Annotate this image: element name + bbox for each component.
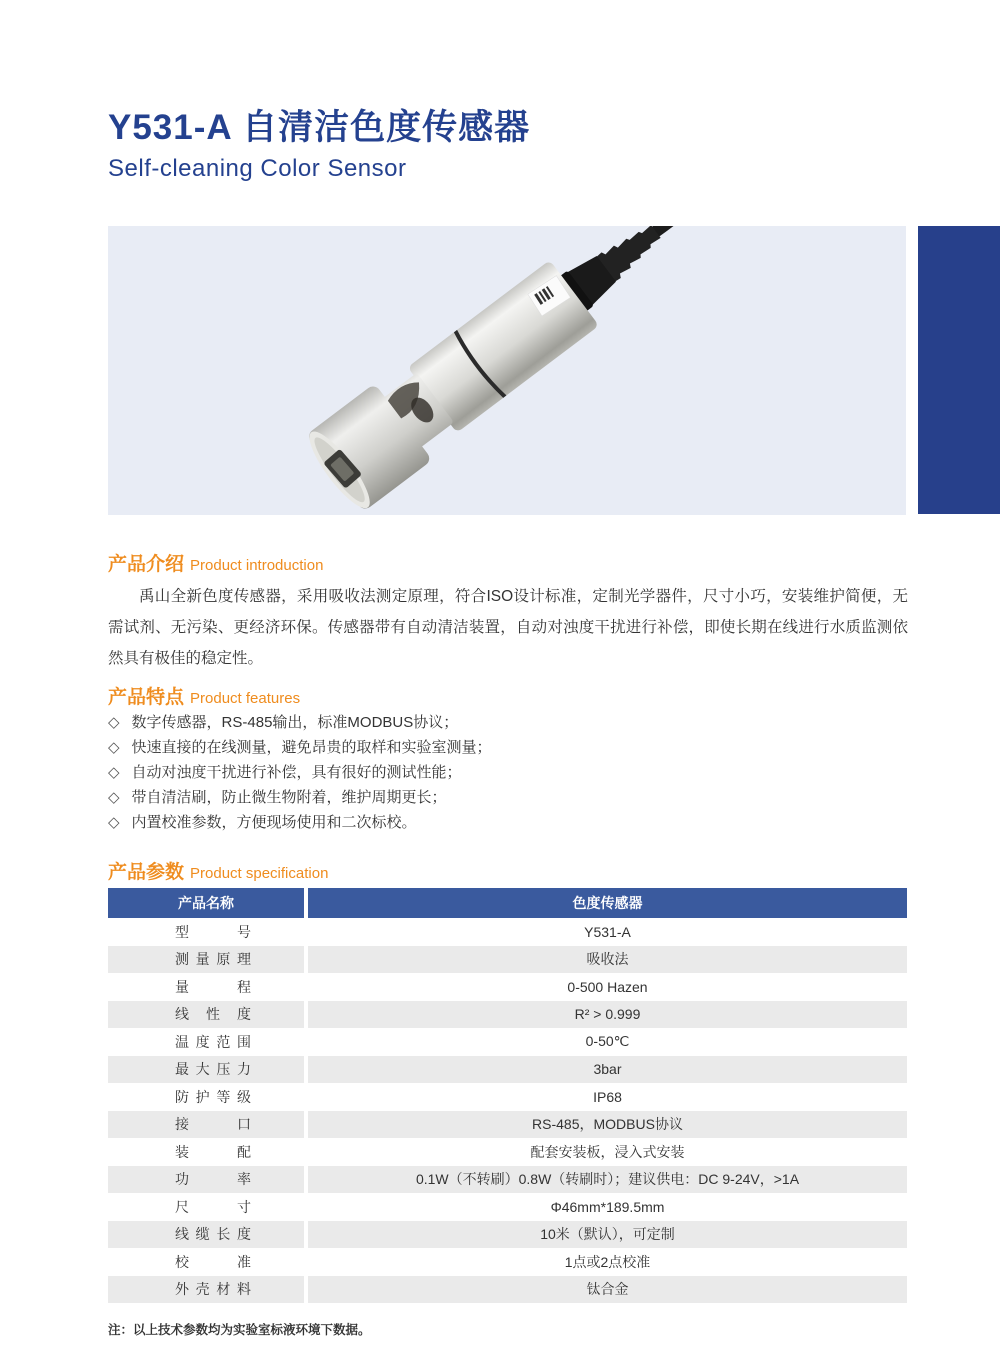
spec-label: 最大压力 xyxy=(108,1056,304,1084)
product-subtitle: Self-cleaning Color Sensor xyxy=(108,155,407,183)
sensor-photo xyxy=(108,226,906,515)
table-row xyxy=(108,1221,907,1249)
feature-item xyxy=(108,710,928,735)
feature-text: 带自清洁刷，防止微生物附着，维护周期更长； xyxy=(131,789,447,806)
table-row xyxy=(108,1166,907,1194)
intro-heading-zh: 产品介绍 xyxy=(108,554,185,575)
intro-paragraph: 禹山全新色度传感器，采用吸收法测定原理，符合ISO设计标准，定制光学器件，尺寸小巧，安装维护简便，无需试剂、无污染、更经济环保。传感器带有自动清洁装置，自动对浊度干扰进行补偿，即使长期在线进行水质监测依然具有极佳的稳定性。 xyxy=(108,588,908,667)
spec-label: 线缆长度 xyxy=(108,1221,304,1249)
features-heading-en: Product features xyxy=(190,690,301,707)
spec-value: 0-500 Hazen xyxy=(308,973,907,1001)
feature-item xyxy=(108,760,928,785)
spec-value: 钛合金 xyxy=(308,1276,907,1304)
feature-text: 快速直接的在线测量，避免昂贵的取样和实验室测量； xyxy=(131,739,492,756)
page-header xyxy=(108,108,530,183)
spec-value: IP68 xyxy=(308,1083,907,1111)
spec-label: 温度范围 xyxy=(108,1028,304,1056)
hero-accent-bar xyxy=(918,226,1000,514)
table-row xyxy=(108,1276,907,1304)
spec-label: 线 性 度 xyxy=(108,1001,304,1029)
spec-value: RS-485，MODBUS协议 xyxy=(308,1111,907,1139)
spec-value: 0-50℃ xyxy=(308,1028,907,1056)
feature-item xyxy=(108,735,928,760)
table-row xyxy=(108,973,907,1001)
spec-table-header xyxy=(108,888,907,918)
specs-heading-zh: 产品参数 xyxy=(108,862,185,883)
feature-text: 内置校准参数，方便现场使用和二次标校。 xyxy=(131,814,417,831)
spec-label: 功 率 xyxy=(108,1166,304,1194)
spec-value: Y531-A xyxy=(308,918,907,946)
spec-label: 装 配 xyxy=(108,1138,304,1166)
spec-header-name: 产品名称 xyxy=(108,888,304,918)
spec-label: 校 准 xyxy=(108,1248,304,1276)
features-list xyxy=(108,710,928,835)
spec-label: 测量原理 xyxy=(108,946,304,974)
table-row xyxy=(108,1193,907,1221)
table-row xyxy=(108,1001,907,1029)
spec-value: 10米（默认），可定制 xyxy=(308,1221,907,1249)
spec-table-body xyxy=(108,918,907,1303)
spec-label: 量 程 xyxy=(108,973,304,1001)
feature-item xyxy=(108,810,928,835)
intro-section-heading xyxy=(108,549,323,576)
table-row xyxy=(108,918,907,946)
spec-value: 配套安装板，浸入式安装 xyxy=(308,1138,907,1166)
spec-label: 防护等级 xyxy=(108,1083,304,1111)
table-row xyxy=(108,1138,907,1166)
table-row xyxy=(108,1083,907,1111)
spec-value: 0.1W（不转刷）0.8W（转刷时）；建议供电：DC 9-24V，>1A xyxy=(308,1166,907,1194)
features-section-heading xyxy=(108,682,300,709)
spec-value: R² > 0.999 xyxy=(308,1001,907,1029)
table-row xyxy=(108,1056,907,1084)
spec-value: 3bar xyxy=(308,1056,907,1084)
specs-heading-en: Product specification xyxy=(190,865,329,882)
footnote: 注：以上技术参数均为实验室标液环境下数据。 xyxy=(108,1323,371,1337)
table-row xyxy=(108,1111,907,1139)
table-row xyxy=(108,1248,907,1276)
table-row xyxy=(108,946,907,974)
spec-value: 1点或2点校准 xyxy=(308,1248,907,1276)
diamond-bullet-icon: ◇ xyxy=(108,814,120,831)
intro-heading-en: Product introduction xyxy=(190,557,324,574)
spec-label: 型 号 xyxy=(108,918,304,946)
spec-label: 外壳材料 xyxy=(108,1276,304,1304)
spec-value: Φ46mm*189.5mm xyxy=(308,1193,907,1221)
spec-table xyxy=(108,888,907,1303)
diamond-bullet-icon: ◇ xyxy=(108,789,120,806)
feature-text: 自动对浊度干扰进行补偿，具有很好的测试性能； xyxy=(131,764,462,781)
diamond-bullet-icon: ◇ xyxy=(108,739,120,756)
feature-text: 数字传感器，RS-485输出，标准MODBUS协议； xyxy=(131,714,459,731)
spec-label: 接 口 xyxy=(108,1111,304,1139)
diamond-bullet-icon: ◇ xyxy=(108,764,120,781)
specs-section-heading xyxy=(108,857,328,884)
features-heading-zh: 产品特点 xyxy=(108,687,185,708)
spec-label: 尺 寸 xyxy=(108,1193,304,1221)
spec-header-value: 色度传感器 xyxy=(308,888,907,918)
feature-item xyxy=(108,785,928,810)
product-title: Y531-A 自清洁色度传感器 xyxy=(108,108,531,147)
diamond-bullet-icon: ◇ xyxy=(108,714,120,731)
product-photo-panel xyxy=(108,226,906,515)
table-row xyxy=(108,1028,907,1056)
spec-value: 吸收法 xyxy=(308,946,907,974)
